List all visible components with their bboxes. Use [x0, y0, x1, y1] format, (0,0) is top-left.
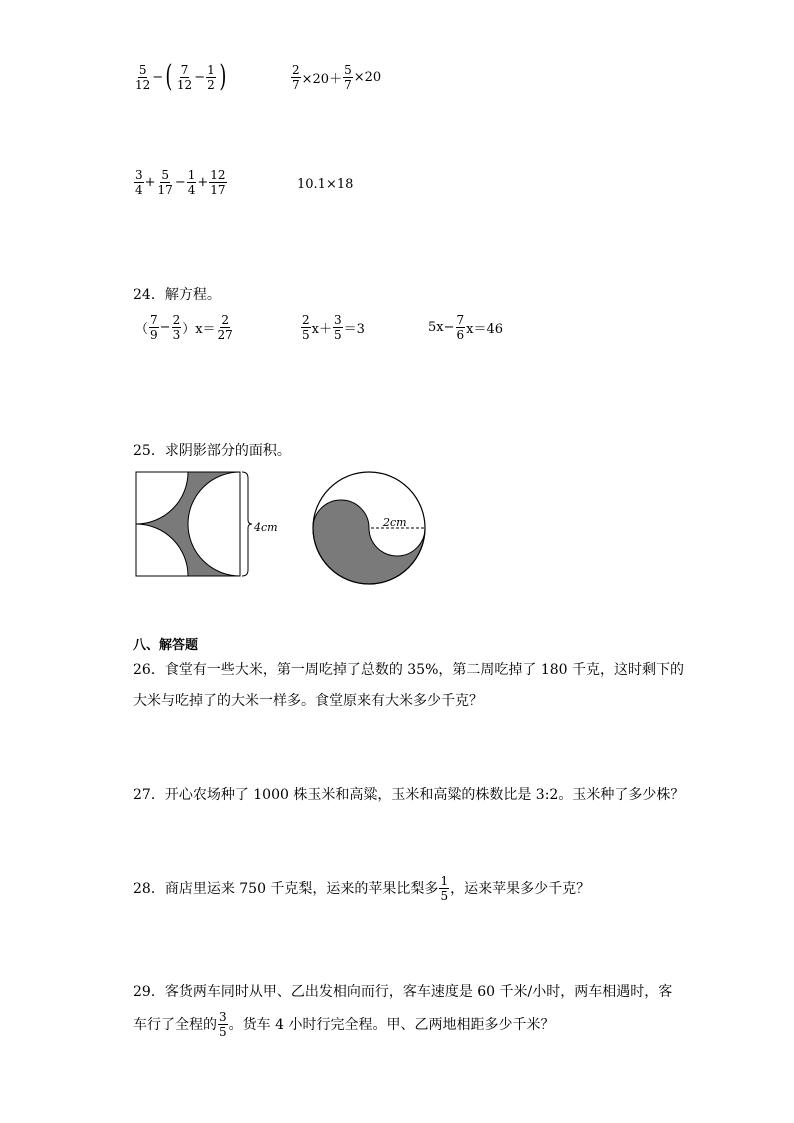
numerator: 5 [344, 63, 352, 77]
numerator: 2 [221, 313, 229, 327]
question-26-line-1: 26．食堂有一些大米，第一周吃掉了总数的 35%，第二周吃掉了 180 千克，这时剩下的 [133, 662, 685, 678]
operator: − [174, 175, 186, 190]
denominator: 27 [217, 328, 233, 342]
denominator: 4 [187, 183, 196, 197]
question-29-line-2 [133, 1010, 554, 1039]
denominator: 4 [135, 183, 143, 197]
numerator: 2 [292, 63, 300, 77]
denominator: 12 [135, 77, 151, 92]
question-29-line-1: 29．客货两车同时从甲、乙出发相向而行，客车速度是 60 千米/小时，两车相遇时，客 [133, 984, 673, 1000]
operator-text: ×20 [353, 70, 382, 85]
numerator: 1 [440, 874, 449, 888]
numerator: 1 [207, 62, 215, 77]
open-paren: （ [135, 322, 149, 337]
close-text: ）x＝ [182, 322, 216, 337]
section-heading: 八、解答题 [133, 638, 199, 653]
operator: + [144, 175, 156, 190]
question-text: 。货车 4 小时行完全程。甲、乙两地相距多少千米？ [228, 1016, 555, 1033]
question-text: 28．商店里运来 750 千克梨，运来的苹果比梨多 [133, 880, 439, 897]
operator: + [197, 175, 209, 190]
side-length-label: 4cm [254, 521, 278, 534]
calc-expression-2 [290, 63, 381, 92]
question-25-title: 25．求阴影部分的面积。 [133, 443, 291, 459]
equation-2 [300, 313, 365, 342]
numerator: 2 [302, 313, 310, 327]
question-text: ，运来苹果多少千克？ [450, 880, 591, 897]
denominator: 9 [150, 328, 158, 342]
numerator: 1 [187, 168, 196, 182]
numerator: 5 [138, 62, 147, 77]
denominator: 7 [344, 78, 352, 92]
operator-text: ×20＋ [301, 72, 343, 87]
operator-text: 5x− [428, 320, 455, 335]
yin-yang-circle-figure [305, 466, 435, 592]
denominator: 17 [210, 183, 226, 197]
denominator: 2 [207, 77, 215, 92]
denominator: 3 [172, 328, 181, 342]
question-24-title: 24．解方程。 [133, 287, 221, 303]
question-text: 车行了全程的 [133, 1016, 217, 1033]
equals-text: x＝46 [466, 322, 504, 337]
question-26-line-2: 大米与吃掉了的大米一样多。食堂原来有大米多少千克？ [133, 693, 483, 709]
numerator: 7 [456, 313, 465, 327]
denominator: 5 [440, 889, 449, 903]
denominator: 17 [157, 183, 173, 197]
calc-expression-3 [133, 168, 228, 197]
operator: − [159, 320, 171, 335]
calc-expression-1 [133, 59, 228, 94]
calc-expression-4: 10.1×18 [297, 177, 354, 192]
side-brace [242, 472, 252, 576]
denominator: 12 [176, 77, 193, 92]
equals-text: ＝3 [343, 322, 365, 337]
denominator: 5 [333, 328, 342, 342]
numerator: 3 [135, 168, 143, 182]
numerator: 3 [219, 1010, 227, 1024]
numerator: 2 [172, 313, 181, 327]
numerator: 3 [333, 313, 342, 327]
denominator: 7 [292, 78, 300, 92]
question-27: 27．开心农场种了 1000 株玉米和高粱，玉米和高粱的株数比是 3:2。玉米种了多少株？ [133, 787, 685, 803]
square-semicircles-figure [130, 468, 300, 583]
equation-3 [428, 313, 503, 342]
left-paren: ( [165, 59, 173, 94]
equation-1 [135, 313, 235, 342]
radius-label: 2cm [383, 516, 407, 529]
operator-text: x＋ [311, 322, 332, 337]
operator: − [194, 69, 206, 85]
right-paren: ) [219, 59, 227, 94]
numerator: 7 [150, 313, 158, 327]
question-28 [133, 874, 590, 903]
numerator: 12 [210, 168, 226, 182]
operator: − [152, 69, 164, 85]
numerator: 5 [161, 168, 169, 182]
denominator: 5 [302, 328, 310, 342]
numerator: 7 [180, 62, 189, 77]
denominator: 6 [456, 328, 465, 342]
denominator: 5 [219, 1025, 227, 1039]
